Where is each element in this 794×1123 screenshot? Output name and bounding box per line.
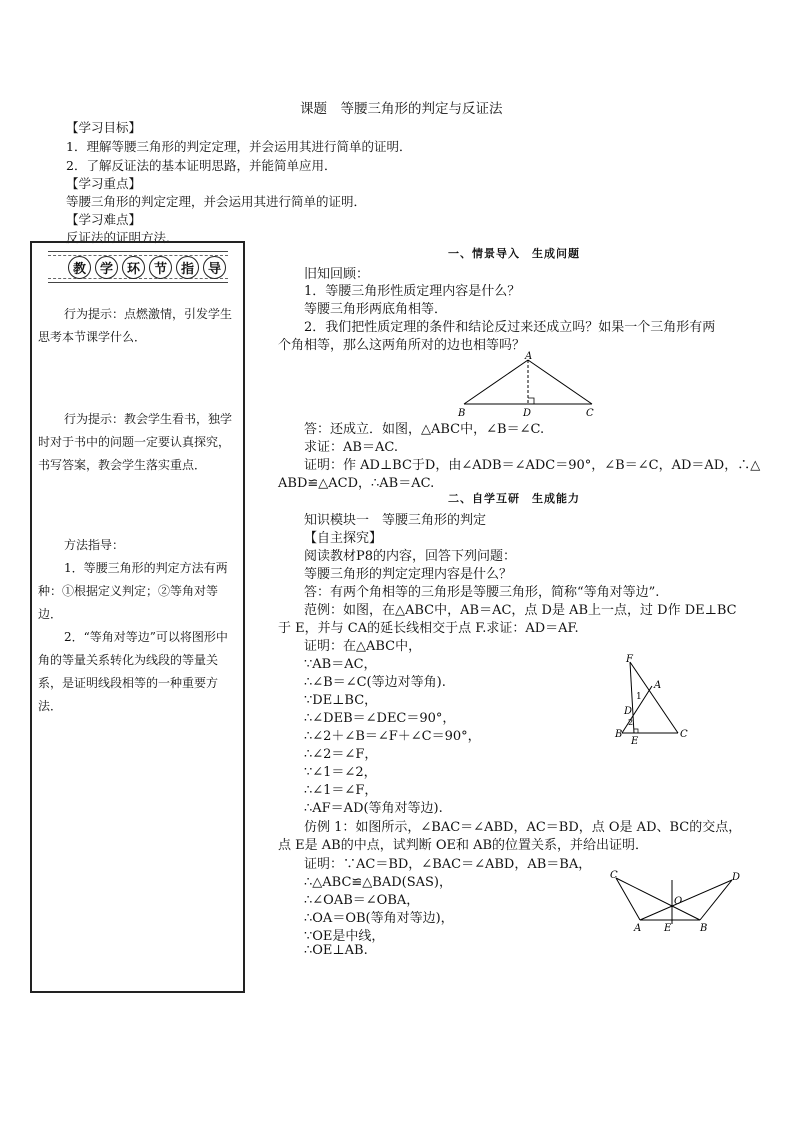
question-1: 1．等腰三角形性质定理内容是什么？ — [304, 284, 521, 299]
banner-char: 指 — [176, 256, 199, 279]
fig2-label-f: F — [626, 654, 633, 665]
symmetric-triangles-figure — [600, 868, 750, 938]
difficulty-text: 反证法的证明方法． — [66, 230, 179, 245]
explore-header: 【自主探究】 — [304, 531, 383, 546]
section-1-title: 一、情景导入 生成问题 — [448, 247, 580, 260]
example-proof-line: 证明：在△ABC中， — [304, 639, 422, 654]
goal-header: 【学习目标】 — [66, 120, 142, 135]
banner-char: 导 — [203, 256, 226, 279]
key-header: 【学习重点】 — [66, 176, 142, 191]
fig3-label-c: C — [610, 870, 618, 881]
review-label: 旧知回顾： — [304, 267, 370, 282]
example-proof-line: ∵DE⊥BC， — [304, 693, 378, 708]
fig2-label-e: E — [631, 736, 639, 747]
method-2: 2．“等角对等边”可以将图形中角的等量关系转化为线段的等量关系，是证明线段相等的一种重要方法． — [38, 630, 228, 713]
fig2-label-d: D — [624, 706, 633, 717]
example-proof-line: ∴∠B＝∠C(等边对等角). — [304, 675, 446, 690]
fig2-angle-1: 1 — [636, 692, 642, 702]
fig3-label-d: D — [732, 872, 741, 883]
example-proof-line: ∵∠1＝∠2， — [304, 765, 377, 780]
fig2-label-b: B — [615, 729, 623, 740]
difficulty-header: 【学习难点】 — [66, 212, 142, 227]
question-2-line-2: 个角相等，那么这两角所对的边也相等吗？ — [278, 338, 526, 353]
practice-proof-line: ∴△ABC≌△BAD(SAS)， — [304, 875, 452, 890]
practice-proof-line: ∴OA＝OB(等角对等边)， — [304, 911, 454, 926]
method-1: 1．等腰三角形的判定方法有两种：①根据定义判定；②等角对等边． — [38, 561, 228, 621]
section-2-answer: 答：有两个角相等的三角形是等腰三角形，简称“等角对等边”. — [304, 585, 660, 600]
answer-2: 答：还成立．如图，△ABC中，∠B＝∠C. — [304, 422, 545, 437]
goal-1: 1．理解等腰三角形的判定定理，并会运用其进行简单的证明． — [66, 139, 412, 154]
tip-1: 行为提示：点燃激情，引发学生思考本节课学什么． — [38, 307, 233, 344]
proof-line-2: ABD≌△ACD，∴AB＝AC. — [278, 476, 435, 491]
example-triangle-figure — [612, 650, 692, 750]
answer-1: 等腰三角形两底角相等． — [304, 302, 448, 317]
question-2-line-1: 2．我们把性质定理的条件和结论反过来还成立吗？如果一个三角形有两 — [304, 320, 716, 335]
example-proof-line: ∴∠1＝∠F， — [304, 783, 378, 798]
module-title: 知识模块一 等腰三角形的判定 — [304, 513, 487, 528]
example-proof-line: ∴AF＝AD(等角对等边). — [304, 801, 443, 816]
teaching-guide-sidebar — [30, 241, 245, 993]
practice-proof-line: 证明：∵AC＝BD，∠BAC＝∠ABD，AB＝BA， — [304, 857, 592, 872]
fig2-angle-2: 2 — [628, 718, 634, 727]
practice-proof-line: ∵OE是中线， — [304, 929, 385, 944]
practice-proof-line: ∴∠OAB＝∠OBA， — [304, 893, 420, 908]
read-instruction: 阅读教材P8的内容，回答下列问题： — [304, 549, 517, 564]
section-2-question: 等腰三角形的判定定理内容是什么？ — [304, 567, 513, 582]
key-text: 等腰三角形的判定定理，并会运用其进行简单的证明． — [66, 194, 367, 209]
fig3-label-o: O — [674, 896, 683, 907]
sidebar-banner — [48, 251, 228, 283]
example-proof-line: ∴∠2＝∠F， — [304, 747, 378, 762]
banner-char: 节 — [149, 256, 172, 279]
banner-char: 环 — [122, 256, 145, 279]
banner-char: 教 — [68, 256, 91, 279]
fig1-label-a: A — [525, 351, 533, 362]
practice-line-1: 仿例 1：如图所示，∠BAC＝∠ABD，AC＝BD，点 O是 AD、BC的交点， — [304, 820, 742, 835]
method-title: 方法指导： — [64, 538, 125, 552]
goal-2: 2．了解反证法的基本证明思路，并能简单应用． — [66, 158, 337, 173]
practice-proof-line: ∴OE⊥AB. — [304, 943, 368, 958]
fig3-label-b: B — [700, 923, 708, 934]
fig2-label-c: C — [680, 729, 688, 740]
prove-statement: 求证：AB＝AC. — [304, 440, 398, 455]
example-line-2: 于 E，并与 CA的延长线相交于点 F.求证：AD＝AF. — [278, 621, 579, 636]
fig1-label-b: B — [458, 408, 466, 419]
section-2-title: 二、自学互研 生成能力 — [448, 492, 580, 505]
banner-char: 学 — [95, 256, 118, 279]
fig1-label-c: C — [586, 408, 594, 419]
isosceles-triangle-figure — [452, 350, 602, 420]
tip-2: 行为提示：教会学生看书，独学时对于书中的问题一定要认真探究，书写答案，教会学生落实重点． — [38, 412, 233, 472]
fig3-label-a: A — [634, 923, 642, 934]
practice-line-2: 点 E是 AB的中点，试判断 OE和 AB的位置关系，并给出证明． — [278, 838, 649, 853]
example-proof-line: ∵AB＝AC， — [304, 657, 377, 672]
fig3-label-e: E — [664, 923, 672, 934]
example-proof-line: ∴∠DEB＝∠DEC＝90°， — [304, 711, 456, 726]
example-proof-line: ∴∠2＋∠B＝∠F＋∠C＝90°， — [304, 729, 481, 744]
proof-line-1: 证明：作 AD⊥BC于D，由∠ADB＝∠ADC＝90°，∠B＝∠C，AD＝AD，∴△ — [304, 458, 761, 473]
example-line-1: 范例：如图，在△ABC中，AB＝AC，点 D是 AB上一点，过 D作 DE⊥BC — [304, 603, 737, 618]
page-title: 课题 等腰三角形的判定与反证法 — [300, 101, 503, 117]
fig1-label-d: D — [523, 408, 532, 419]
fig2-label-a: A — [654, 680, 662, 691]
